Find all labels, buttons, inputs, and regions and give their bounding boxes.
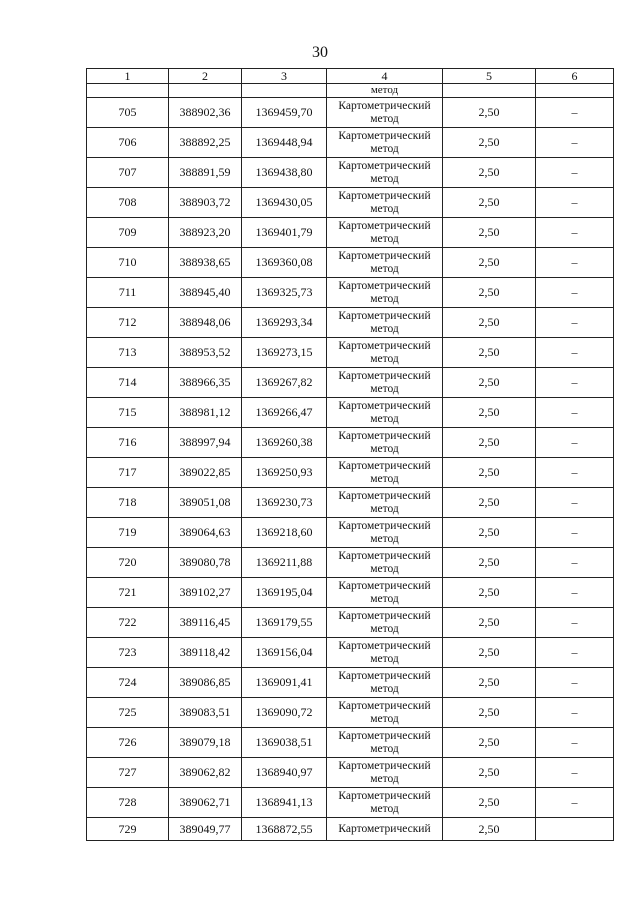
method-cell: Картометрический метод — [327, 488, 443, 518]
y-coordinate-cell: 1369230,73 — [242, 488, 327, 518]
y-coordinate-cell: 1369293,34 — [242, 308, 327, 338]
x-coordinate-cell: 389064,63 — [169, 518, 242, 548]
x-coordinate-cell: 388892,25 — [169, 128, 242, 158]
table-row — [87, 608, 614, 638]
accuracy-cell: 2,50 — [443, 818, 536, 841]
note-cell: – — [536, 548, 614, 578]
method-cell: Картометрический метод — [327, 638, 443, 668]
table-row — [87, 698, 614, 728]
note-cell: – — [536, 398, 614, 428]
point-number-cell: 717 — [87, 458, 169, 488]
point-number-cell: 716 — [87, 428, 169, 458]
accuracy-cell: 2,50 — [443, 278, 536, 308]
point-number-cell: 726 — [87, 728, 169, 758]
accuracy-cell: 2,50 — [443, 518, 536, 548]
x-coordinate-cell: 389116,45 — [169, 608, 242, 638]
accuracy-cell: 2,50 — [443, 368, 536, 398]
point-number-cell: 706 — [87, 128, 169, 158]
y-coordinate-cell: 1369325,73 — [242, 278, 327, 308]
table-row — [87, 398, 614, 428]
note-cell: – — [536, 188, 614, 218]
table-row — [87, 638, 614, 668]
table-row — [87, 248, 614, 278]
note-cell: – — [536, 98, 614, 128]
table-row — [87, 668, 614, 698]
column-header: 1 — [87, 69, 169, 84]
y-coordinate-cell: 1369091,41 — [242, 668, 327, 698]
method-cell: Картометрический метод — [327, 128, 443, 158]
point-number-cell: 715 — [87, 398, 169, 428]
accuracy-cell: 2,50 — [443, 98, 536, 128]
note-cell: – — [536, 608, 614, 638]
continuation-row — [87, 84, 614, 98]
x-coordinate-cell: 389051,08 — [169, 488, 242, 518]
point-number-cell: 729 — [87, 818, 169, 841]
column-header: 5 — [443, 69, 536, 84]
point-number-cell: 723 — [87, 638, 169, 668]
table-row — [87, 158, 614, 188]
point-number-cell: 710 — [87, 248, 169, 278]
point-number-cell: 708 — [87, 188, 169, 218]
point-number-cell: 713 — [87, 338, 169, 368]
x-coordinate-cell: 388953,52 — [169, 338, 242, 368]
table-row — [87, 818, 614, 841]
x-coordinate-cell: 388891,59 — [169, 158, 242, 188]
point-number-cell: 719 — [87, 518, 169, 548]
method-cell: Картометрический метод — [327, 758, 443, 788]
x-coordinate-cell: 389102,27 — [169, 578, 242, 608]
method-cell: Картометрический метод — [327, 728, 443, 758]
method-cell: Картометрический метод — [327, 428, 443, 458]
y-coordinate-cell: 1369360,08 — [242, 248, 327, 278]
point-number-cell: 709 — [87, 218, 169, 248]
point-number-cell: 727 — [87, 758, 169, 788]
accuracy-cell: 2,50 — [443, 578, 536, 608]
y-coordinate-cell: 1369218,60 — [242, 518, 327, 548]
note-cell: – — [536, 218, 614, 248]
accuracy-cell: 2,50 — [443, 248, 536, 278]
x-coordinate-cell: 389022,85 — [169, 458, 242, 488]
note-cell: – — [536, 518, 614, 548]
point-number-cell: 707 — [87, 158, 169, 188]
method-cell: Картометрический метод — [327, 218, 443, 248]
x-coordinate-cell: 388923,20 — [169, 218, 242, 248]
y-coordinate-cell: 1369401,79 — [242, 218, 327, 248]
y-coordinate-cell: 1369438,80 — [242, 158, 327, 188]
x-coordinate-cell: 388902,36 — [169, 98, 242, 128]
table-row — [87, 98, 614, 128]
table-row — [87, 368, 614, 398]
y-coordinate-cell: 1369156,04 — [242, 638, 327, 668]
method-cell: Картометрический метод — [327, 98, 443, 128]
table-row — [87, 788, 614, 818]
y-coordinate-cell: 1369038,51 — [242, 728, 327, 758]
note-cell: – — [536, 668, 614, 698]
note-cell: – — [536, 638, 614, 668]
table-row — [87, 458, 614, 488]
y-coordinate-cell: 1369459,70 — [242, 98, 327, 128]
x-coordinate-cell: 389086,85 — [169, 668, 242, 698]
method-cell: Картометрический метод — [327, 278, 443, 308]
coordinates-table — [86, 68, 614, 841]
table-row — [87, 488, 614, 518]
table-header-row — [87, 69, 614, 84]
accuracy-cell: 2,50 — [443, 638, 536, 668]
y-coordinate-cell: 1368940,97 — [242, 758, 327, 788]
x-coordinate-cell: 388948,06 — [169, 308, 242, 338]
y-coordinate-cell: 1368872,55 — [242, 818, 327, 841]
x-coordinate-cell: 388938,65 — [169, 248, 242, 278]
method-cell: Картометрический метод — [327, 458, 443, 488]
note-cell: – — [536, 458, 614, 488]
accuracy-cell: 2,50 — [443, 128, 536, 158]
method-cell: Картометрический метод — [327, 668, 443, 698]
accuracy-cell: 2,50 — [443, 428, 536, 458]
method-cell: Картометрический метод — [327, 578, 443, 608]
method-cell: Картометрический метод — [327, 368, 443, 398]
x-coordinate-cell: 388981,12 — [169, 398, 242, 428]
y-coordinate-cell: 1368941,13 — [242, 788, 327, 818]
y-coordinate-cell: 1369195,04 — [242, 578, 327, 608]
x-coordinate-cell: 389079,18 — [169, 728, 242, 758]
x-coordinate-cell: 388903,72 — [169, 188, 242, 218]
column-header: 4 — [327, 69, 443, 84]
x-coordinate-cell: 389080,78 — [169, 548, 242, 578]
point-number-cell: 705 — [87, 98, 169, 128]
method-cell: Картометрический метод — [327, 548, 443, 578]
table-row — [87, 548, 614, 578]
note-cell: – — [536, 488, 614, 518]
table-row — [87, 128, 614, 158]
point-number-cell: 724 — [87, 668, 169, 698]
x-coordinate-cell: 389062,82 — [169, 758, 242, 788]
note-cell: – — [536, 728, 614, 758]
method-cell: Картометрический метод — [327, 788, 443, 818]
x-coordinate-cell: 389118,42 — [169, 638, 242, 668]
x-coordinate-cell: 388997,94 — [169, 428, 242, 458]
table-row — [87, 218, 614, 248]
accuracy-cell: 2,50 — [443, 758, 536, 788]
page-number: 30 — [312, 44, 328, 61]
y-coordinate-cell: 1369250,93 — [242, 458, 327, 488]
note-cell: – — [536, 428, 614, 458]
note-cell: – — [536, 308, 614, 338]
method-cell: Картометрический метод — [327, 308, 443, 338]
accuracy-cell: 2,50 — [443, 668, 536, 698]
column-header: 6 — [536, 69, 614, 84]
accuracy-cell: 2,50 — [443, 458, 536, 488]
point-number-cell: 712 — [87, 308, 169, 338]
accuracy-cell: 2,50 — [443, 308, 536, 338]
table-row — [87, 338, 614, 368]
method-cell: Картометрический метод — [327, 608, 443, 638]
table-row — [87, 518, 614, 548]
accuracy-cell: 2,50 — [443, 698, 536, 728]
method-cell: Картометрический метод — [327, 398, 443, 428]
point-number-cell: 711 — [87, 278, 169, 308]
point-number-cell: 725 — [87, 698, 169, 728]
x-coordinate-cell: 388945,40 — [169, 278, 242, 308]
x-coordinate-cell: 388966,35 — [169, 368, 242, 398]
accuracy-cell: 2,50 — [443, 488, 536, 518]
point-number-cell: 720 — [87, 548, 169, 578]
column-header: 3 — [242, 69, 327, 84]
method-cell: Картометрический метод — [327, 698, 443, 728]
note-cell: – — [536, 338, 614, 368]
accuracy-cell: 2,50 — [443, 608, 536, 638]
x-coordinate-cell: 389083,51 — [169, 698, 242, 728]
y-coordinate-cell: 1369211,88 — [242, 548, 327, 578]
y-coordinate-cell: 1369430,05 — [242, 188, 327, 218]
method-cell: Картометрический метод — [327, 338, 443, 368]
method-cell: Картометрический — [327, 818, 443, 841]
point-number-cell: 721 — [87, 578, 169, 608]
table-row — [87, 278, 614, 308]
point-number-cell: 718 — [87, 488, 169, 518]
y-coordinate-cell: 1369273,15 — [242, 338, 327, 368]
continuation-text: метод — [327, 84, 443, 98]
note-cell: – — [536, 698, 614, 728]
note-cell: – — [536, 128, 614, 158]
x-coordinate-cell: 389062,71 — [169, 788, 242, 818]
x-coordinate-cell: 389049,77 — [169, 818, 242, 841]
accuracy-cell: 2,50 — [443, 398, 536, 428]
accuracy-cell: 2,50 — [443, 338, 536, 368]
note-cell: – — [536, 788, 614, 818]
table-row — [87, 758, 614, 788]
accuracy-cell: 2,50 — [443, 158, 536, 188]
table-row — [87, 428, 614, 458]
method-cell: Картометрический метод — [327, 518, 443, 548]
y-coordinate-cell: 1369448,94 — [242, 128, 327, 158]
method-cell: Картометрический метод — [327, 248, 443, 278]
point-number-cell: 722 — [87, 608, 169, 638]
table-row — [87, 308, 614, 338]
note-cell: – — [536, 368, 614, 398]
accuracy-cell: 2,50 — [443, 218, 536, 248]
table-row — [87, 578, 614, 608]
method-cell: Картометрический метод — [327, 158, 443, 188]
y-coordinate-cell: 1369267,82 — [242, 368, 327, 398]
column-header: 2 — [169, 69, 242, 84]
note-cell: – — [536, 578, 614, 608]
point-number-cell: 714 — [87, 368, 169, 398]
note-cell: – — [536, 158, 614, 188]
y-coordinate-cell: 1369179,55 — [242, 608, 327, 638]
accuracy-cell: 2,50 — [443, 188, 536, 218]
y-coordinate-cell: 1369266,47 — [242, 398, 327, 428]
note-cell — [536, 818, 614, 841]
y-coordinate-cell: 1369260,38 — [242, 428, 327, 458]
point-number-cell: 728 — [87, 788, 169, 818]
accuracy-cell: 2,50 — [443, 548, 536, 578]
note-cell: – — [536, 248, 614, 278]
y-coordinate-cell: 1369090,72 — [242, 698, 327, 728]
accuracy-cell: 2,50 — [443, 788, 536, 818]
table-row — [87, 728, 614, 758]
accuracy-cell: 2,50 — [443, 728, 536, 758]
table-row — [87, 188, 614, 218]
method-cell: Картометрический метод — [327, 188, 443, 218]
note-cell: – — [536, 278, 614, 308]
note-cell: – — [536, 758, 614, 788]
